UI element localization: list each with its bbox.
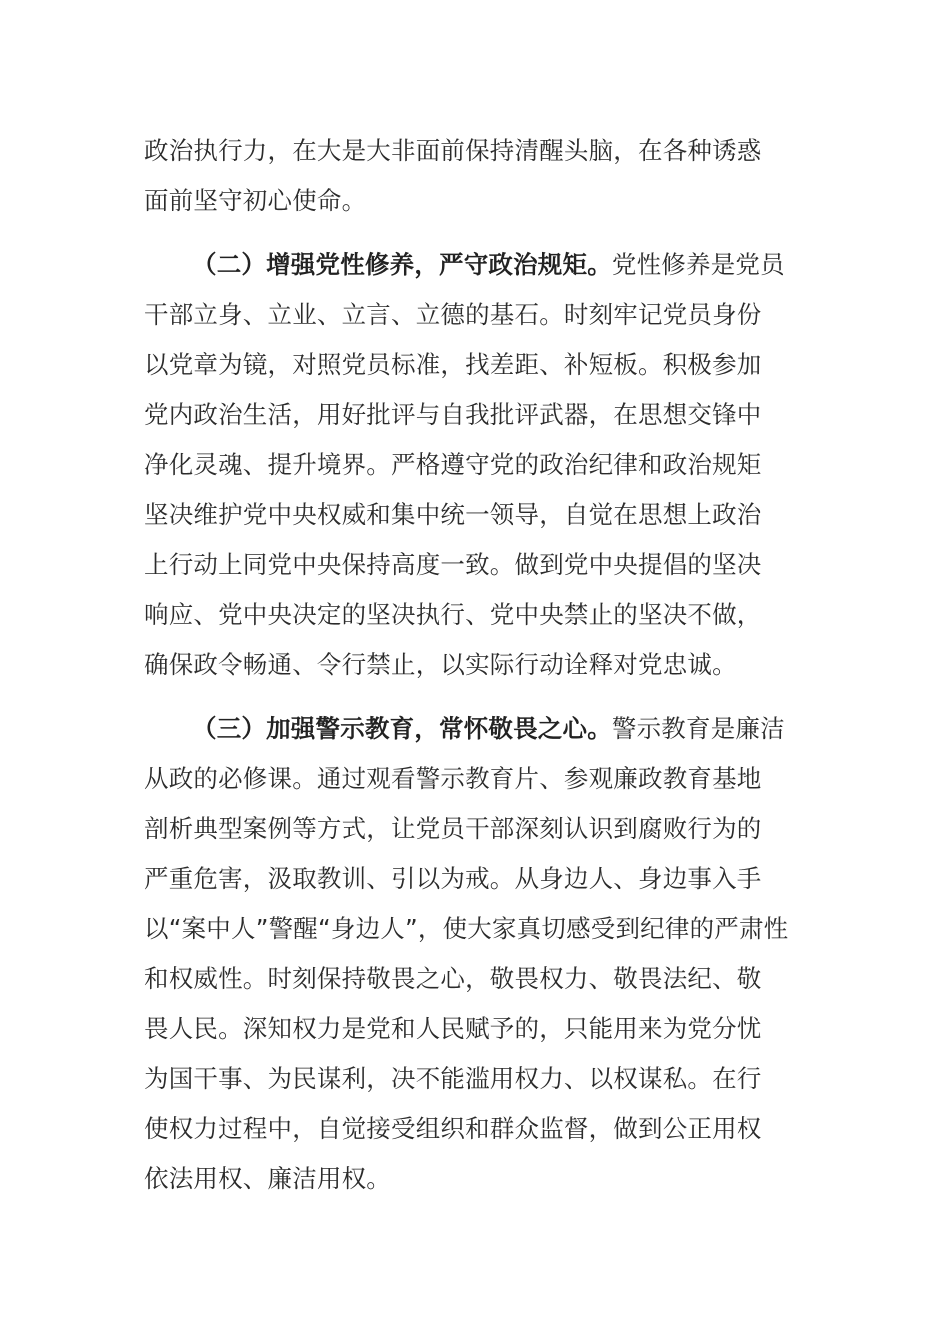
section-3-first-line <box>144 704 808 754</box>
text-line: 干部立身、立业、立言、立德的基石。时刻牢记党员身份 <box>144 300 762 329</box>
text-line: 上行动上同党中央保持高度一致。做到党中央提倡的坚决 <box>144 550 762 579</box>
paragraph-section-3 <box>144 704 808 1204</box>
text-line: 和权威性。时刻保持敬畏之心，敬畏权力、敬畏法纪、敬 <box>144 964 762 993</box>
text-line: 党内政治生活，用好批评与自我批评武器，在思想交锋中 <box>144 400 762 429</box>
text-line: 严重危害，汲取教训、引以为戒。从身边人、身边事入手 <box>144 864 762 893</box>
text-line: 畏人民。深知权力是党和人民赋予的，只能用来为党分忧 <box>144 1014 762 1043</box>
paragraph-continuation <box>144 126 808 226</box>
text-line: 响应、党中央决定的坚决执行、党中央禁止的坚决不做， <box>144 600 762 629</box>
section-3-intro: 警示教育是廉洁 <box>611 714 785 743</box>
text-line: 确保政令畅通、令行禁止，以实际行动诠释对党忠诚。 <box>144 650 737 679</box>
text-line: 剖析典型案例等方式，让党员干部深刻认识到腐败行为的 <box>144 814 762 843</box>
document-body <box>144 126 808 1204</box>
text-line: 政治执行力，在大是大非面前保持清醒头脑，在各种诱惑 <box>144 136 762 165</box>
text-line: 使权力过程中，自觉接受组织和群众监督，做到公正用权 <box>144 1114 762 1143</box>
text-line: 以“案中人”警醒“身边人”，使大家真切感受到纪律的严肃性 <box>144 914 789 943</box>
text-line: 面前坚守初心使命。 <box>144 186 367 215</box>
text-line: 为国干事、为民谋利，决不能滥用权力、以权谋私。在行 <box>144 1064 762 1093</box>
section-2-first-line <box>144 240 808 290</box>
section-2-intro: 党性修养是党员 <box>611 250 785 279</box>
text-line: 坚决维护党中央权威和集中统一领导，自觉在思想上政治 <box>144 500 762 529</box>
section-2-heading: （二）增强党性修养，严守政治规矩。 <box>192 250 612 279</box>
text-line: 以党章为镜，对照党员标准，找差距、补短板。积极参加 <box>144 350 762 379</box>
paragraph-section-2 <box>144 240 808 690</box>
text-line: 从政的必修课。通过观看警示教育片、参观廉政教育基地 <box>144 764 762 793</box>
text-line: 净化灵魂、提升境界。严格遵守党的政治纪律和政治规矩 <box>144 450 762 479</box>
section-3-heading: （三）加强警示教育，常怀敬畏之心。 <box>192 714 612 743</box>
text-line: 依法用权、廉洁用权。 <box>144 1164 391 1193</box>
